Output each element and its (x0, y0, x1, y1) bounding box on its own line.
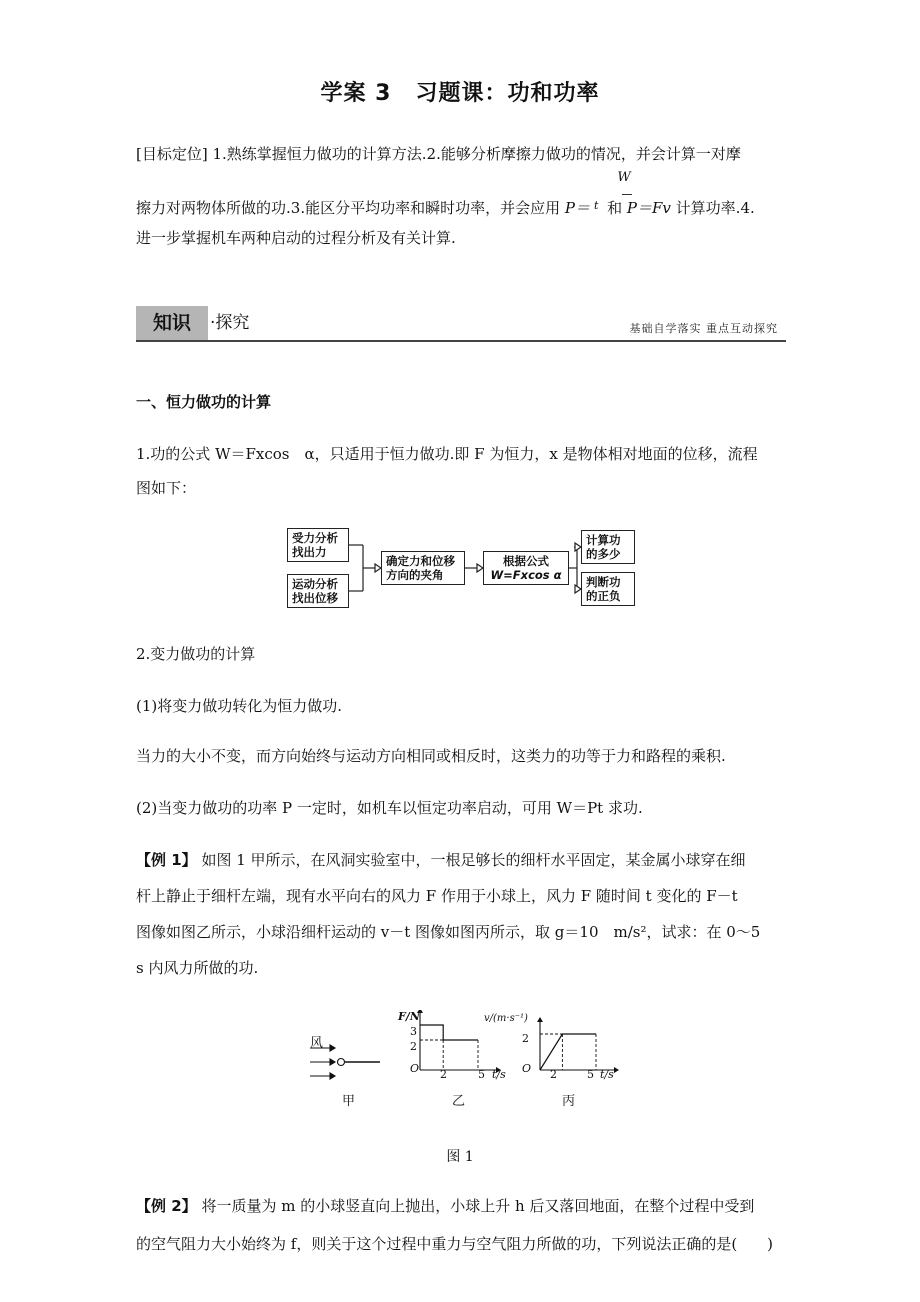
flow-box-angle: 确定力和位移 方向的夹角 (381, 551, 465, 585)
f-tick-t5: 5 (478, 1068, 485, 1081)
ex2-line1 (136, 1196, 786, 1216)
flowchart (285, 524, 665, 614)
y-axis-arrow (537, 1017, 543, 1022)
ex2-line2: 的空气阻力大小始终为 f，则关于这个过程中重力与空气阻力所做的功，下列说法正确的是( ) (136, 1235, 774, 1253)
x-axis-arrow (614, 1067, 619, 1073)
section-divider (136, 340, 786, 342)
f-tick-t2: 2 (440, 1068, 447, 1081)
v-tick-t2: 2 (550, 1068, 557, 1081)
section-tag2: ·探究 (210, 313, 250, 333)
obj-line2d: 计算功率.4. (670, 199, 755, 217)
heading-constant-force: 一、恒力做功的计算 (136, 393, 272, 411)
series-line (540, 1034, 596, 1070)
frac-denominator: t (593, 199, 599, 212)
objectives-line2 (136, 198, 786, 220)
obj-line2a: 擦力对两物体所做的功.3.能区分平均功率和瞬时功率，并会应用 (136, 199, 565, 217)
wind-label: 风 (310, 1036, 324, 1051)
v-axis-label: v/(m·s⁻¹) (484, 1013, 528, 1024)
v-tick-2: 2 (522, 1032, 529, 1045)
section-bar (136, 306, 786, 342)
v-t-axis: t/s (600, 1068, 614, 1081)
ex1-line1 (136, 850, 786, 870)
label-bing: 丙 (562, 1094, 576, 1109)
flow-box-amount: 计算功 的多少 (581, 530, 635, 564)
obj-peq: P＝ (564, 199, 590, 217)
objectives-fraction (612, 170, 636, 185)
flow-box-formula (483, 551, 569, 585)
v-origin: O (522, 1062, 532, 1075)
p5: (2)当变力做功的功率 P 一定时，如机车以恒定功率启动，可用 W＝Pt 求功. (136, 799, 643, 817)
figure-1 (300, 1010, 630, 1110)
flow-box-sign: 判断功 的正负 (581, 572, 635, 606)
label-yi: 乙 (452, 1094, 466, 1109)
section-tag: 知识 (136, 306, 208, 340)
objectives-line1: [目标定位] 1.熟练掌握恒力做功的计算方法.2.能够分析摩擦力做功的情况，并会计算一对摩 (136, 145, 741, 163)
ex1-line4: s 内风力所做的功. (136, 959, 259, 977)
label-jia: 甲 (342, 1094, 356, 1109)
f-t-axis: t/s (492, 1068, 506, 1081)
series-line (420, 1025, 478, 1040)
p1-line1: 1.功的公式 W＝Fxcos α，只适用于恒力做功.即 F 为恒力，x 是物体相对地面的位移，流程 (136, 445, 758, 463)
flow-formula-expr: W=Fxcos α (490, 568, 562, 582)
p2: 2.变力做功的计算 (136, 645, 256, 663)
objectives-line3: 进一步掌握机车两种启动的过程分析及有关计算. (136, 229, 456, 247)
ex1-line2: 杆上静止于细杆左端，现有水平向右的风力 F 作用于小球上，风力 F 随时间 t 变化的 F－t (136, 887, 738, 905)
f-tick-2: 2 (410, 1040, 417, 1053)
p4: 当力的大小不变，而方向始终与运动方向相同或相反时，这类力的功等于力和路程的乘积. (136, 747, 726, 765)
flow-box-force-analysis: 受力分析 找出力 (287, 528, 349, 562)
obj-line2b: 和 (602, 199, 627, 217)
figure-caption: 图 1 (446, 1149, 474, 1165)
ex1-line3: 图像如图乙所示，小球沿细杆运动的 v－t 图像如图丙所示，取 g＝10 m/s²，试求：在 0～5 (136, 923, 761, 941)
page-title (0, 76, 920, 107)
ex2-text1: 将一质量为 m 的小球竖直向上抛出，小球上升 h 后又落回地面，在整个过程中受到 (196, 1197, 755, 1215)
frac-bar (622, 194, 632, 195)
ex1-text1: 如图 1 甲所示，在风洞实验室中，一根足够长的细杆水平固定，某金属小球穿在细 (196, 851, 746, 869)
frac-numerator: W (617, 170, 631, 185)
title-part1: 学案 3 (320, 81, 392, 106)
obj-line2c: P＝Fv (626, 199, 671, 217)
section-right: 基础自学落实 重点互动探究 (629, 322, 778, 335)
f-tick-3: 3 (410, 1025, 417, 1038)
ex1-tag: 【例 1】 (136, 851, 197, 869)
ex2-tag: 【例 2】 (136, 1197, 197, 1215)
flow-formula-label: 根据公式 (503, 554, 549, 568)
flow-box-motion-analysis: 运动分析 找出位移 (287, 574, 349, 608)
f-axis-label: F/N (398, 1010, 420, 1023)
f-origin: O (410, 1062, 420, 1075)
title-part2: 习题课：功和功率 (415, 81, 600, 106)
p1-line2: 图如下： (136, 479, 197, 497)
v-tick-t5: 5 (587, 1068, 594, 1081)
p3: (1)将变力做功转化为恒力做功. (136, 697, 343, 715)
